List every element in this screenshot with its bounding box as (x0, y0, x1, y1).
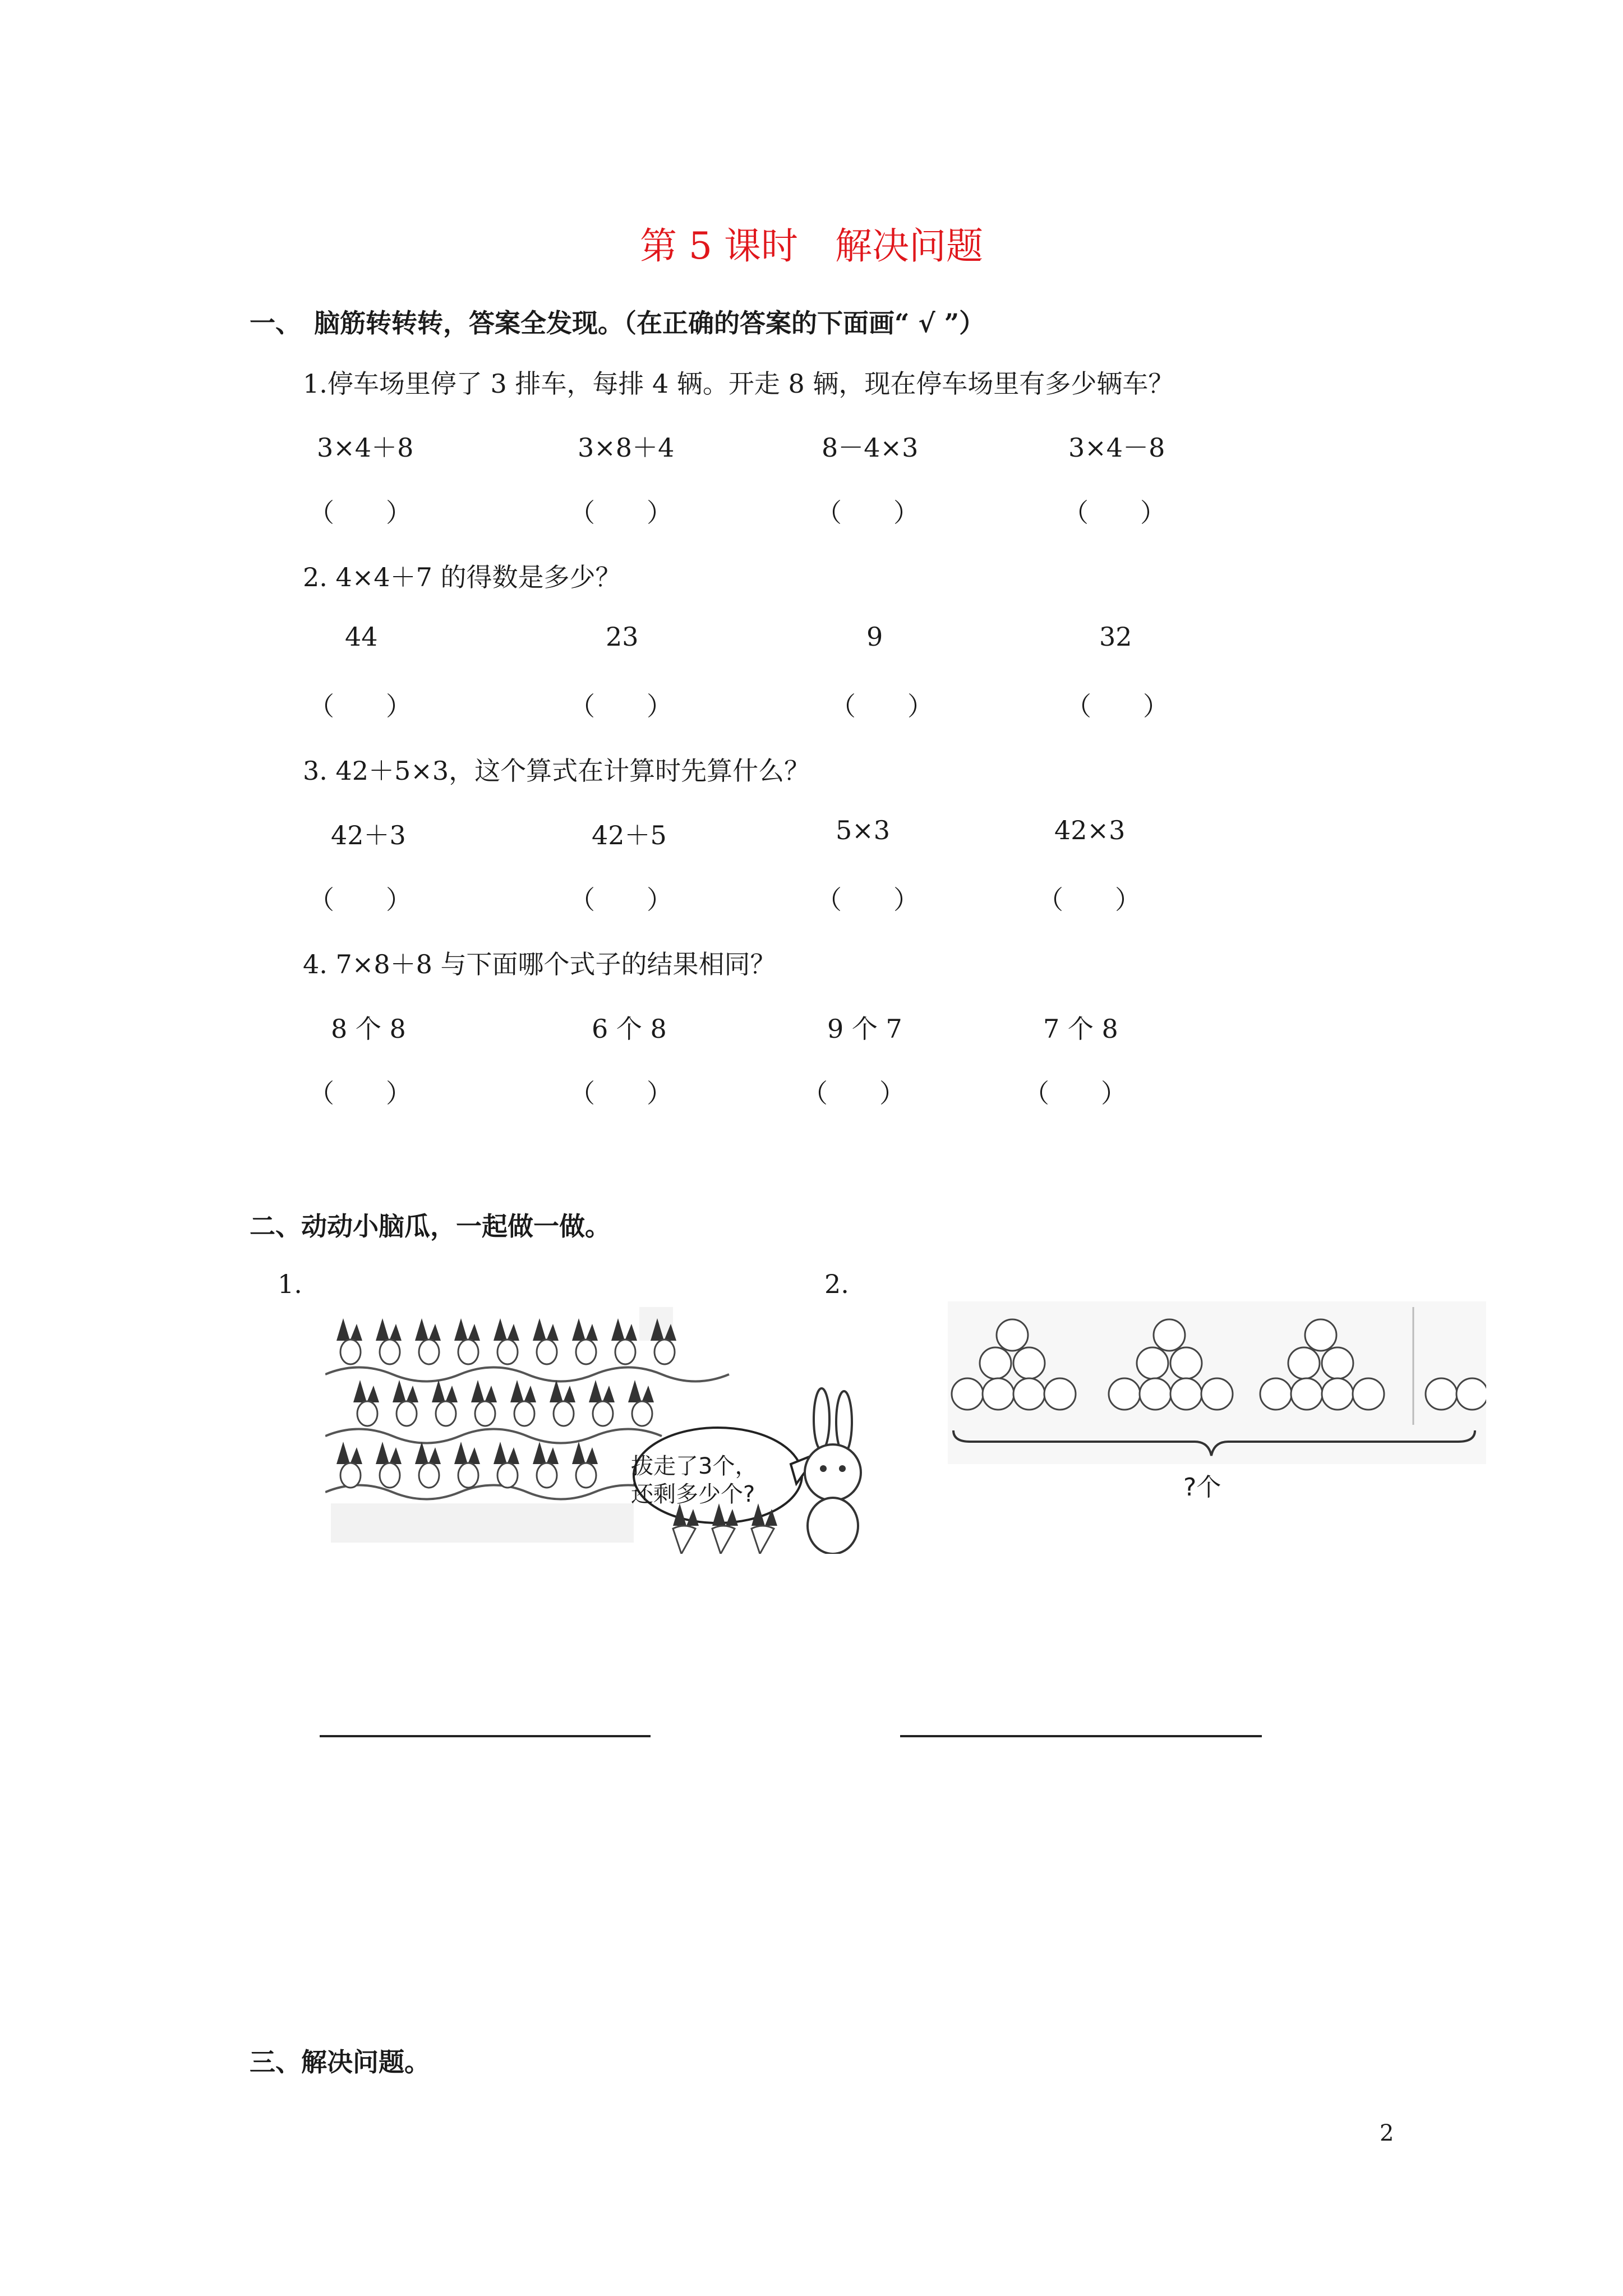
q2-answer-blank-c[interactable]: （ ） (830, 691, 933, 721)
q3-option-d: 42×3 (1054, 815, 1126, 845)
question-4-text: 4. 7×8＋8 与下面哪个式子的结果相同？ (303, 949, 776, 979)
radish-rabbit-illustration (325, 1290, 864, 1554)
answer-line-2[interactable] (900, 1735, 1262, 1737)
q2-answer-blank-d[interactable]: （ ） (1066, 691, 1169, 721)
q1-answer-blank-d[interactable]: （ ） (1063, 498, 1166, 528)
q3-answer-blank-a[interactable]: （ ） (308, 885, 412, 915)
q1-answer-blank-c[interactable]: （ ） (816, 498, 919, 528)
brace-total-label: ?个 (1183, 1473, 1221, 1502)
q3-answer-blank-c[interactable]: （ ） (816, 885, 919, 915)
question-3-text: 3. 42＋5×3，这个算式在计算时先算什么？ (303, 756, 810, 786)
q2-answer-blank-b[interactable]: （ ） (569, 691, 672, 721)
q2-option-c: 9 (866, 622, 883, 652)
q3-option-c: 5×3 (836, 815, 891, 845)
item-2-label: 2. (824, 1269, 849, 1299)
q4-option-d: 7 个 8 (1043, 1014, 1118, 1044)
q4-answer-blank-a[interactable]: （ ） (308, 1078, 412, 1108)
q1-answer-blank-b[interactable]: （ ） (569, 498, 672, 528)
question-2-text: 2. 4×4＋7 的得数是多少？ (303, 562, 621, 592)
q1-answer-blank-a[interactable]: （ ） (308, 498, 412, 528)
q4-option-c: 9 个 7 (827, 1014, 902, 1044)
radish-rabbit-picture (325, 1290, 864, 1554)
q3-option-b: 42＋5 (592, 820, 667, 850)
speech-bubble-line-2: 还剩多少个? (631, 1481, 755, 1507)
section-3-heading: 三、解决问题。 (250, 2047, 430, 2077)
speech-bubble-line-1: 拔走了3个， (631, 1453, 758, 1479)
page-number: 2 (1380, 2120, 1394, 2146)
question-1-text: 1.停车场里停了 3 排车，每排 4 辆。开走 8 辆，现在停车场里有多少辆车？ (303, 369, 1174, 399)
q2-answer-blank-a[interactable]: （ ） (308, 691, 412, 721)
item-1-label: 1. (278, 1269, 302, 1299)
q2-option-b: 23 (606, 622, 639, 652)
q2-option-d: 32 (1099, 622, 1132, 652)
q4-answer-blank-d[interactable]: （ ） (1023, 1078, 1127, 1108)
page-title: 第 5 课时 解决问题 (640, 224, 983, 268)
q2-option-a: 44 (345, 622, 378, 652)
q1-option-c: 8－4×3 (822, 432, 919, 463)
q4-option-a: 8 个 8 (331, 1014, 406, 1044)
answer-line-1[interactable] (320, 1735, 651, 1737)
section-1-heading: 一、 脑筋转转转，答案全发现。（在正确的答案的下面画“ √ ”） (250, 308, 985, 338)
q3-answer-blank-b[interactable]: （ ） (569, 885, 672, 915)
q1-option-d: 3×4－8 (1068, 432, 1165, 463)
q3-option-a: 42＋3 (331, 820, 406, 850)
q4-answer-blank-c[interactable]: （ ） (802, 1078, 905, 1108)
q1-option-a: 3×4＋8 (317, 432, 414, 463)
q3-answer-blank-d[interactable]: （ ） (1038, 885, 1141, 915)
q1-option-b: 3×8＋4 (578, 432, 675, 463)
q4-option-b: 6 个 8 (592, 1014, 667, 1044)
apple-groups-picture (948, 1301, 1486, 1526)
section-2-heading: 二、动动小脑瓜，一起做一做。 (250, 1211, 611, 1241)
q4-answer-blank-b[interactable]: （ ） (569, 1078, 672, 1108)
